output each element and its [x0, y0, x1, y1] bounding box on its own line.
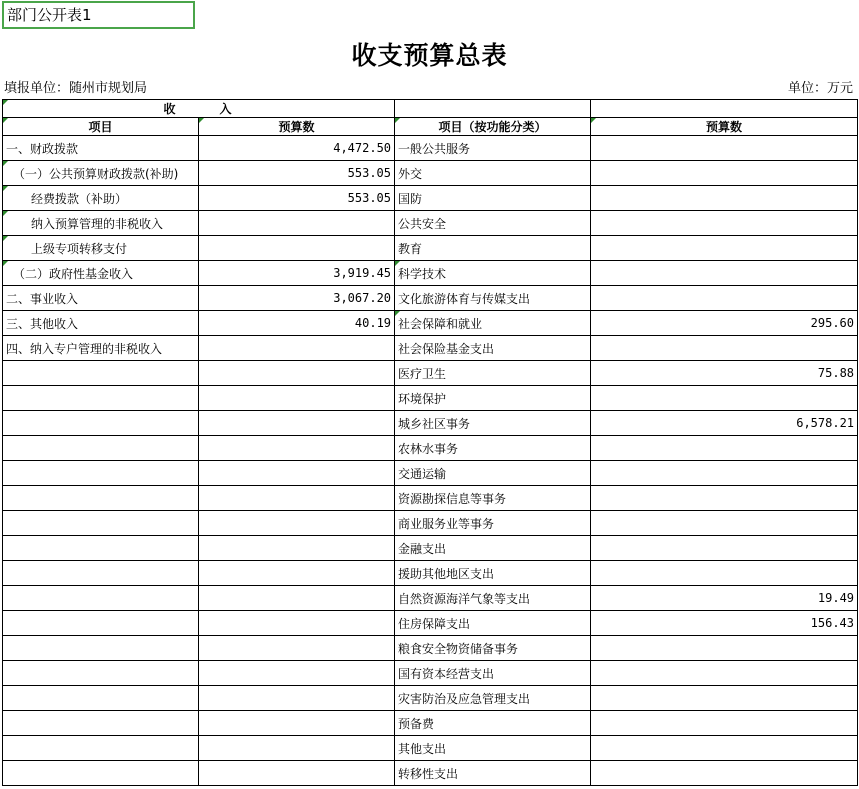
income-amount-cell[interactable]: 553.05 [199, 186, 395, 211]
income-item-cell[interactable]: 上级专项转移支付 [3, 236, 199, 261]
income-amount-cell[interactable]: 3,919.45 [199, 261, 395, 286]
income-item-cell[interactable] [3, 361, 199, 386]
income-amount-cell[interactable] [199, 411, 395, 436]
expense-item-cell[interactable]: 外交 [395, 161, 591, 186]
expense-amount-cell[interactable] [591, 761, 858, 786]
income-item-cell[interactable] [3, 636, 199, 661]
table-row [3, 736, 858, 761]
reporting-unit: 填报单位：随州市规划局 [4, 81, 148, 96]
expense-amount-cell[interactable] [591, 661, 858, 686]
expense-item-cell[interactable]: 社会保险基金支出 [395, 336, 591, 361]
table-row [3, 386, 858, 411]
income-amount-cell[interactable] [199, 536, 395, 561]
income-item-cell[interactable] [3, 611, 199, 636]
table-row [3, 336, 858, 361]
income-item-cell[interactable] [3, 711, 199, 736]
expense-item-cell[interactable]: 金融支出 [395, 536, 591, 561]
expense-amount-cell[interactable]: 19.49 [591, 586, 858, 611]
income-item-cell[interactable] [3, 511, 199, 536]
expense-amount-cell[interactable] [591, 461, 858, 486]
table-row [3, 586, 858, 611]
expense-amount-cell[interactable] [591, 211, 858, 236]
income-amount-cell[interactable] [199, 561, 395, 586]
expense-amount-cell[interactable] [591, 286, 858, 311]
expense-amount-cell[interactable] [591, 486, 858, 511]
table-row [3, 136, 858, 161]
income-amount-cell[interactable] [199, 336, 395, 361]
income-amount-cell[interactable] [199, 736, 395, 761]
header-expense-budget[interactable]: 预算数 [591, 118, 858, 136]
table-row [3, 311, 858, 336]
expense-item-cell[interactable]: 文化旅游体育与传媒支出 [395, 286, 591, 311]
income-amount-cell[interactable] [199, 386, 395, 411]
expense-amount-cell[interactable] [591, 561, 858, 586]
income-amount-cell[interactable]: 4,472.50 [199, 136, 395, 161]
expense-amount-cell[interactable] [591, 711, 858, 736]
income-amount-cell[interactable] [199, 436, 395, 461]
table-row [3, 186, 858, 211]
header-row-income [3, 100, 858, 118]
table-row [3, 636, 858, 661]
table-row [3, 361, 858, 386]
expense-item-cell[interactable]: 住房保障支出 [395, 611, 591, 636]
income-item-cell[interactable] [3, 686, 199, 711]
income-item-cell[interactable]: （二）政府性基金收入 [3, 261, 199, 286]
income-amount-cell[interactable] [199, 211, 395, 236]
income-item-cell[interactable] [3, 486, 199, 511]
income-amount-cell[interactable] [199, 711, 395, 736]
table-row [3, 461, 858, 486]
expense-amount-cell[interactable]: 75.88 [591, 361, 858, 386]
expense-amount-cell[interactable] [591, 136, 858, 161]
expense-item-cell[interactable]: 资源勘探信息等事务 [395, 486, 591, 511]
income-item-cell[interactable] [3, 736, 199, 761]
expense-amount-cell[interactable] [591, 186, 858, 211]
income-item-cell[interactable]: 二、事业收入 [3, 286, 199, 311]
income-item-cell[interactable]: （一）公共预算财政拨款(补助) [3, 161, 199, 186]
table-row [3, 536, 858, 561]
expense-item-cell[interactable]: 医疗卫生 [395, 361, 591, 386]
expense-item-cell[interactable]: 社会保障和就业 [395, 311, 591, 336]
income-item-cell[interactable] [3, 536, 199, 561]
income-amount-cell[interactable] [199, 661, 395, 686]
currency-unit: 单位：万元 [787, 81, 853, 96]
expense-item-cell[interactable]: 其他支出 [395, 736, 591, 761]
table-row [3, 511, 858, 536]
income-amount-cell[interactable] [199, 461, 395, 486]
table-row [3, 411, 858, 436]
expense-item-cell[interactable]: 自然资源海洋气象等支出 [395, 586, 591, 611]
header-income-item[interactable]: 项目 [3, 118, 199, 136]
expense-amount-cell[interactable] [591, 636, 858, 661]
table-row [3, 486, 858, 511]
expense-item-cell[interactable]: 灾害防治及应急管理支出 [395, 686, 591, 711]
income-amount-cell[interactable]: 40.19 [199, 311, 395, 336]
income-item-cell[interactable]: 三、其他收入 [3, 311, 199, 336]
income-amount-cell[interactable] [199, 486, 395, 511]
header-blank-cell[interactable] [591, 100, 858, 118]
expense-amount-cell[interactable] [591, 511, 858, 536]
table-row [3, 286, 858, 311]
income-amount-cell[interactable] [199, 611, 395, 636]
expense-item-cell[interactable]: 教育 [395, 236, 591, 261]
income-amount-cell[interactable]: 3,067.20 [199, 286, 395, 311]
income-item-cell[interactable]: 纳入预算管理的非税收入 [3, 211, 199, 236]
income-item-cell[interactable] [3, 436, 199, 461]
expense-item-cell[interactable]: 环境保护 [395, 386, 591, 411]
expense-item-cell[interactable]: 一般公共服务 [395, 136, 591, 161]
header-blank-cell[interactable] [395, 100, 591, 118]
expense-item-cell[interactable]: 商业服务业等事务 [395, 511, 591, 536]
table-row [3, 211, 858, 236]
income-item-cell[interactable] [3, 386, 199, 411]
table-row [3, 711, 858, 736]
expense-item-cell[interactable]: 粮食安全物资储备事务 [395, 636, 591, 661]
expense-amount-cell[interactable] [591, 436, 858, 461]
header-income[interactable]: 收 入 [3, 100, 395, 118]
expense-item-cell[interactable]: 公共安全 [395, 211, 591, 236]
expense-item-cell[interactable]: 国有资本经营支出 [395, 661, 591, 686]
expense-amount-cell[interactable]: 295.60 [591, 311, 858, 336]
table-row [3, 661, 858, 686]
income-item-cell[interactable] [3, 586, 199, 611]
income-amount-cell[interactable] [199, 761, 395, 786]
expense-amount-cell[interactable]: 156.43 [591, 611, 858, 636]
expense-amount-cell[interactable] [591, 736, 858, 761]
expense-amount-cell[interactable]: 6,578.21 [591, 411, 858, 436]
expense-item-cell[interactable]: 城乡社区事务 [395, 411, 591, 436]
expense-amount-cell[interactable] [591, 686, 858, 711]
income-item-cell[interactable]: 一、财政拨款 [3, 136, 199, 161]
table-row [3, 161, 858, 186]
table-row [3, 686, 858, 711]
income-amount-cell[interactable] [199, 236, 395, 261]
expense-item-cell[interactable]: 农林水事务 [395, 436, 591, 461]
income-item-cell[interactable] [3, 411, 199, 436]
expense-item-cell[interactable]: 预备费 [395, 711, 591, 736]
table-row [3, 561, 858, 586]
expense-amount-cell[interactable] [591, 261, 858, 286]
page-title: 收支预算总表 [351, 41, 508, 70]
income-item-cell[interactable]: 经费拨款（补助） [3, 186, 199, 211]
table-row [3, 236, 858, 261]
income-amount-cell[interactable] [199, 511, 395, 536]
income-amount-cell[interactable] [199, 361, 395, 386]
table-row [3, 761, 858, 786]
income-amount-cell[interactable] [199, 636, 395, 661]
header-row-columns [3, 118, 858, 136]
expense-amount-cell[interactable] [591, 386, 858, 411]
selected-cell-sheet-label[interactable]: 部门公开表1 [2, 1, 195, 29]
expense-amount-cell[interactable] [591, 336, 858, 361]
income-item-cell[interactable] [3, 761, 199, 786]
income-item-cell[interactable] [3, 561, 199, 586]
expense-amount-cell[interactable] [591, 536, 858, 561]
table-row [3, 611, 858, 636]
income-amount-cell[interactable] [199, 586, 395, 611]
header-income-budget[interactable]: 预算数 [199, 118, 395, 136]
expense-amount-cell[interactable] [591, 236, 858, 261]
income-amount-cell[interactable] [199, 686, 395, 711]
expense-item-cell[interactable]: 援助其他地区支出 [395, 561, 591, 586]
income-item-cell[interactable] [3, 661, 199, 686]
expense-item-cell[interactable]: 转移性支出 [395, 761, 591, 786]
expense-item-cell[interactable]: 国防 [395, 186, 591, 211]
table-row [3, 261, 858, 286]
expense-amount-cell[interactable] [591, 161, 858, 186]
header-expense-item[interactable]: 项目（按功能分类） [395, 118, 591, 136]
income-amount-cell[interactable]: 553.05 [199, 161, 395, 186]
income-item-cell[interactable]: 四、纳入专户管理的非税收入 [3, 336, 199, 361]
budget-table [2, 99, 858, 786]
expense-item-cell[interactable]: 科学技术 [395, 261, 591, 286]
expense-item-cell[interactable]: 交通运输 [395, 461, 591, 486]
income-item-cell[interactable] [3, 461, 199, 486]
table-row [3, 436, 858, 461]
